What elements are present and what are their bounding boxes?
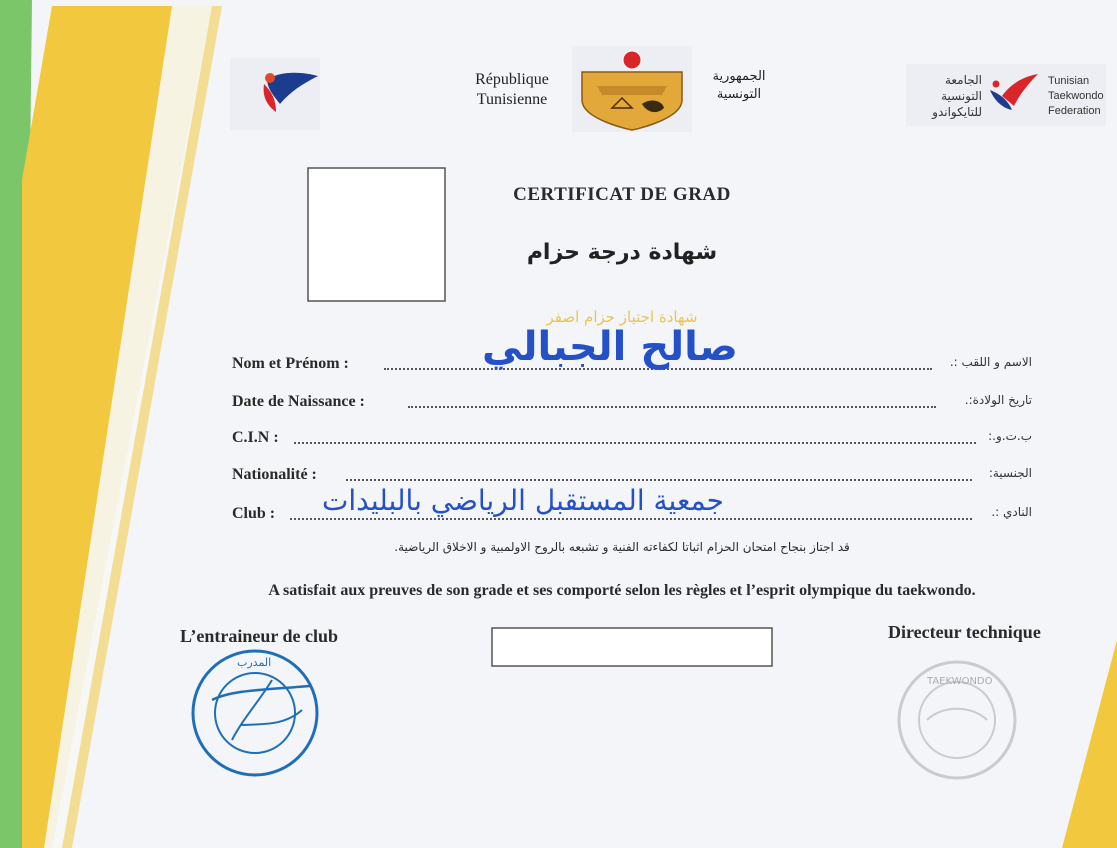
world-taekwondo-logo xyxy=(230,58,320,130)
field-birthdate-label: Date de Naissance : xyxy=(232,393,365,410)
blank-field-box xyxy=(492,628,772,666)
field-club-label-ar: النادي :. xyxy=(991,505,1032,519)
certificate-title-ar: شهادة درجة حزام xyxy=(526,240,718,265)
field-cin-dotline xyxy=(294,442,976,444)
federation-ar-line-3: للتايكواندو xyxy=(932,105,982,119)
field-name-label-ar: الاسم و اللقب :. xyxy=(949,355,1032,369)
statement-ar: قد اجتاز بنجاح امتحان الحزام اثباتا لكفاءته الفنية و تشبعه بالروح الاولمبية و الاخلاق الرياضية. xyxy=(394,540,850,554)
federation-name-en xyxy=(1048,74,1117,119)
certificate-subtitle-ar: شهادة اجتياز حزام اصفر xyxy=(546,308,698,326)
field-club-label: Club : xyxy=(232,505,276,522)
field-club-value: جمعية المستقبل الرياضي بالبليدات xyxy=(322,484,724,517)
federation-en-line-1: Tunisian xyxy=(1048,75,1090,87)
field-name-value: صالح الجبالي xyxy=(482,324,738,370)
field-birthdate-label-ar: تاريخ الولادة:. xyxy=(964,393,1032,407)
federation-en-line-2: Taekwondo xyxy=(1048,90,1104,102)
tunisia-coat-of-arms xyxy=(572,46,692,132)
director-stamp-text: TAEKWONDO xyxy=(927,676,993,687)
federation-ar-line-1: الجامعة xyxy=(944,73,982,87)
certificate-sheet xyxy=(22,0,1117,848)
field-nationality-dotline xyxy=(346,479,972,481)
field-club-dotline xyxy=(290,518,972,520)
republic-ar-text: الجمهورية التونسية xyxy=(712,69,766,102)
republic-label-ar xyxy=(694,68,784,104)
field-birthdate xyxy=(232,393,1032,415)
coach-signature-label: L’entraineur de club xyxy=(180,626,339,646)
republic-fr-text: République Tunisienne xyxy=(475,71,549,108)
federation-en-line-3: Federation xyxy=(1048,105,1101,117)
field-cin xyxy=(232,429,1032,451)
federation-ar-line-2: التونسية xyxy=(941,89,982,103)
field-nationality-label-ar: الجنسية: xyxy=(988,466,1032,480)
statement-fr: A satisfait aux preuves de son grade et ses comporté selon les règles et l’esprit olympique du taekwondo. xyxy=(268,582,976,599)
federation-name-ar xyxy=(902,72,982,120)
field-nationality-label: Nationalité : xyxy=(232,466,317,483)
field-name-label: Nom et Prénom : xyxy=(232,355,349,372)
certificate-title-fr: CERTIFICAT DE GRAD xyxy=(513,184,731,205)
certificate-background xyxy=(22,0,1117,848)
republic-label-fr xyxy=(452,70,572,110)
coach-stamp-text: المدرب xyxy=(237,656,272,669)
director-signature-label: Directeur technique xyxy=(888,622,1041,642)
field-cin-label: C.I.N : xyxy=(232,429,279,446)
field-cin-label-ar: ب.ت.و.: xyxy=(988,429,1032,443)
field-birthdate-dotline xyxy=(408,406,936,408)
